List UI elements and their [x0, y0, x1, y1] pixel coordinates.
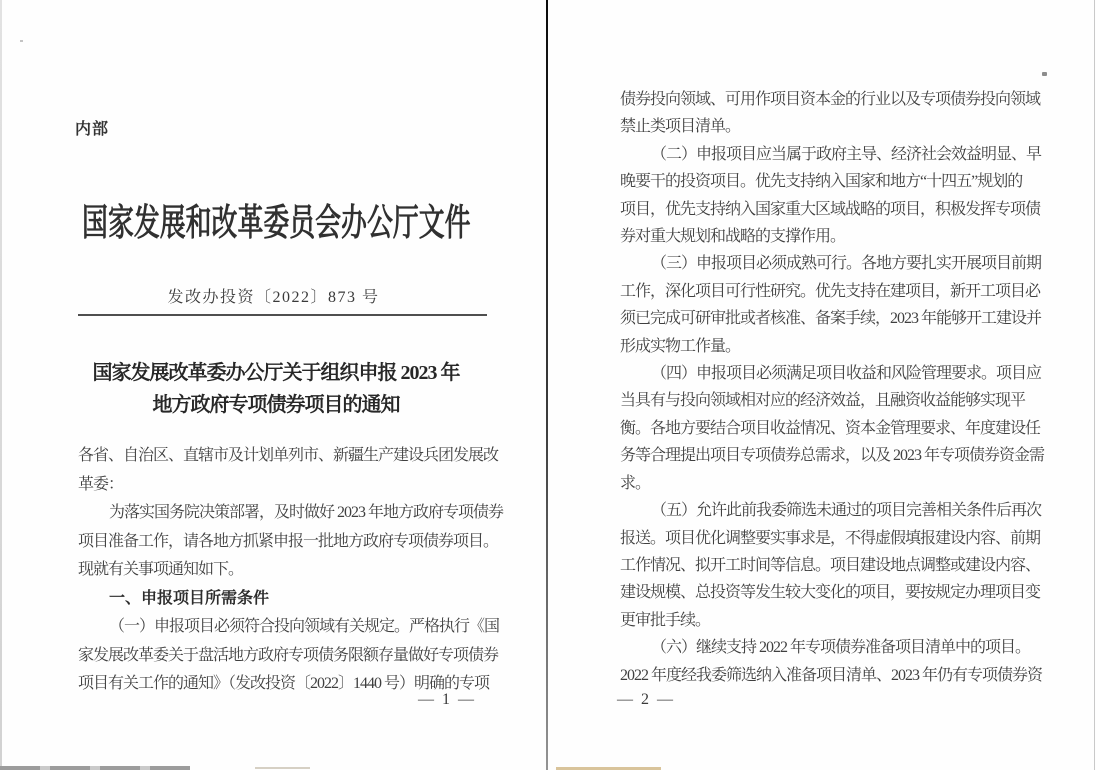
text-line: 求。	[620, 474, 651, 492]
text-line: 一、申报项目所需条件	[109, 589, 270, 607]
scan-edge-right	[1094, 0, 1095, 770]
text-line: （一）申报项目必须符合投向领域有关规定。严格执行《国	[109, 618, 500, 635]
paragraph	[620, 250, 1042, 360]
letterhead-divider	[78, 314, 487, 316]
page-2-number: — 2 —	[617, 691, 675, 708]
page-1-number: — 1 —	[418, 691, 476, 708]
text-line: 工作情况、拟开工时间等信息。项目建设地点调整或建设内容、	[620, 556, 1041, 574]
paragraph	[620, 86, 1041, 141]
text-line: 工作，深化项目可行性研究。优先支持在建项目，新开工项目必	[620, 282, 1041, 300]
document-title	[40, 357, 512, 421]
letterhead-title: 国家发展和改革委员会办公厅文件	[82, 203, 471, 244]
text-line: 项目，优先支持纳入国家重大区域战略的项目，积极发挥专项债	[620, 200, 1041, 218]
page-2-body	[620, 86, 1045, 689]
paragraph	[620, 497, 1042, 634]
text-line: 晚要干的投资项目。优先支持纳入国家和地方“十四五”规划的	[620, 173, 1023, 191]
text-line: 现就有关事项通知如下。	[78, 561, 244, 578]
classification-label: 内部	[75, 121, 110, 138]
document-number: 发改办投资〔2022〕873 号	[167, 289, 380, 306]
scan-artifact-bottom-left	[0, 766, 190, 770]
text-line: 革委：	[78, 475, 124, 493]
text-line: 务等合理提出项目专项债券总需求，以及 2023 年专项债券资金需	[620, 447, 1045, 465]
text-line: （五）允许此前我委筛选未通过的项目完善相关条件后再次	[651, 502, 1042, 520]
text-line: （四）申报项目必须满足项目收益和风险管理要求。项目应	[651, 365, 1042, 383]
text-line: 券对重大规划和战略的支撑作用。	[620, 228, 846, 246]
text-line: 2022 年度经我委筛选纳入准备项目清单、2023 年仍有专项债券资	[620, 666, 1043, 684]
section-heading	[78, 585, 490, 614]
scan-speck	[20, 40, 23, 42]
text-line: 家发展改革委关于盘活地方政府专项债务限额存量做好专项债券	[78, 646, 499, 664]
paragraph	[78, 442, 499, 499]
document-title-line-1: 国家发展改革委办公厅关于组织申报 2023 年	[92, 362, 460, 384]
text-line: 更审批手续。	[620, 611, 711, 629]
text-line: 衡。各地方要结合项目收益情况、资本金管理要求、年度建设任	[620, 419, 1041, 437]
scan-speck	[1042, 72, 1047, 76]
text-line: 报送。项目优化调整要实事求是，不得虚假填报建设内容、前期	[620, 529, 1041, 547]
text-line: （三）申报项目必须成熟可行。各地方要扎实开展项目前期	[651, 255, 1042, 273]
text-line: 为落实国务院决策部署，及时做好 2023 年地方政府专项债券	[109, 504, 504, 521]
page-2	[547, 0, 1096, 770]
paragraph	[78, 613, 500, 699]
text-line: （六）继续支持 2022 年专项债券准备项目清单中的项目。	[651, 639, 1031, 657]
text-line: 禁止类项目清单。	[620, 118, 741, 136]
page-1-body	[78, 442, 504, 699]
paragraph	[620, 360, 1045, 497]
text-line: 项目有关工作的通知》（发改投资〔2022〕1440 号）明确的专项	[78, 675, 490, 692]
text-line: 各省、自治区、直辖市及计划单列市、新疆生产建设兵团发展改	[78, 447, 499, 464]
document-title-line-2: 地方政府专项债券项目的通知	[152, 394, 400, 416]
paragraph	[620, 141, 1042, 251]
paragraph	[78, 499, 504, 585]
text-line: 债券投向领域、可用作项目资本金的行业以及专项债券投向领域	[620, 91, 1041, 108]
scan-artifact-bottom-center	[255, 767, 310, 769]
text-line: 须已完成可研审批或者核准、备案手续，2023 年能够开工建设并	[620, 310, 1042, 328]
text-line: 建设规模、总投资等发生较大变化的项目，要按规定办理项目变	[620, 584, 1041, 602]
text-line: （二）申报项目应当属于政府主导、经济社会效益明显、早	[651, 145, 1042, 163]
page-1	[0, 0, 547, 770]
text-line: 形成实物工作量。	[620, 337, 741, 355]
scan-edge-left	[0, 0, 2, 770]
text-line: 当具有与投向领域相对应的经济效益，且融资收益能够实现平	[620, 392, 1026, 410]
paragraph	[620, 634, 1043, 689]
text-line: 项目准备工作，请各地方抓紧申报一批地方政府专项债券项目。	[78, 532, 499, 550]
